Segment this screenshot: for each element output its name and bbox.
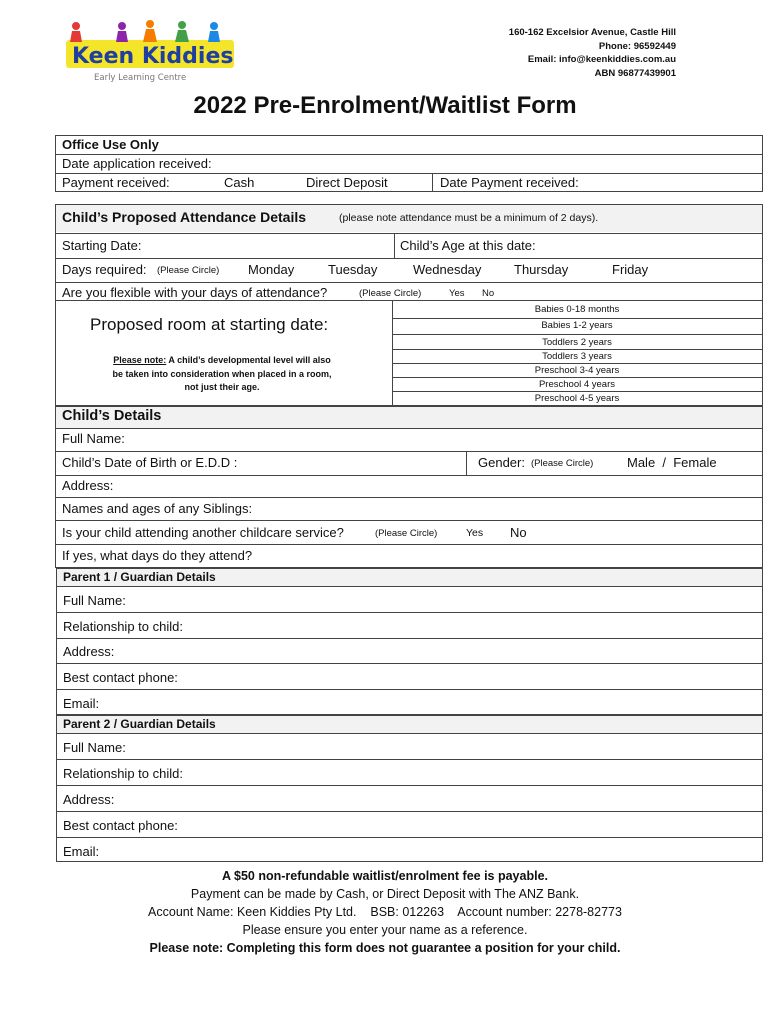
- parent2-heading: Parent 2 / Guardian Details: [63, 717, 216, 731]
- if-yes-days-label[interactable]: If yes, what days do they attend?: [62, 548, 253, 563]
- days-required-label: Days required:: [62, 262, 147, 277]
- room-note-line-3: not just their age.: [184, 382, 260, 392]
- flexible-days-label: Are you flexible with your days of attendance?: [62, 285, 328, 300]
- room-option-toddlers-2[interactable]: Toddlers 2 years: [542, 337, 612, 348]
- date-payment-received-label: Date Payment received:: [440, 175, 579, 190]
- attendance-heading: Child’s Proposed Attendance Details: [62, 209, 307, 225]
- room-note-line-2: be taken into consideration when placed in a room,: [112, 368, 332, 379]
- logo-brand-text: Keen Kiddies: [72, 44, 234, 69]
- other-childcare-please-circle: (Please Circle): [375, 528, 438, 539]
- child-dob-label[interactable]: Child’s Date of Birth or E.D.D :: [62, 455, 238, 470]
- flexible-please-circle: (Please Circle): [359, 288, 422, 299]
- form-title: 2022 Pre-Enrolment/Waitlist Form: [193, 92, 577, 119]
- date-application-received-label: Date application received:: [62, 156, 212, 171]
- flexible-yes[interactable]: Yes: [449, 288, 465, 299]
- parent2-box: [56, 715, 763, 862]
- other-childcare-no[interactable]: No: [510, 525, 527, 540]
- parent2-email-label[interactable]: Email:: [63, 844, 100, 859]
- room-note-label: Please note:: [113, 355, 167, 365]
- room-option-babies-0-18[interactable]: Babies 0-18 months: [534, 304, 620, 315]
- parent1-email-label[interactable]: Email:: [63, 696, 100, 711]
- payment-option-cash[interactable]: Cash: [224, 175, 255, 190]
- room-option-preschool-4[interactable]: Preschool 4 years: [538, 379, 616, 390]
- child-full-name-label[interactable]: Full Name:: [62, 431, 125, 446]
- parent1-box: [56, 568, 763, 715]
- parent2-relationship-label[interactable]: Relationship to child:: [63, 766, 183, 781]
- office-use-heading: Office Use Only: [62, 137, 159, 152]
- payment-received-label: Payment received:: [62, 175, 170, 190]
- day-thursday[interactable]: Thursday: [514, 262, 569, 277]
- reference-notice: Please ensure you enter your name as a reference.: [242, 923, 528, 937]
- room-heading: Proposed room at starting date:: [90, 315, 329, 334]
- contact-phone: Phone: 96592449: [598, 40, 676, 52]
- parent1-full-name-label[interactable]: Full Name:: [63, 593, 126, 608]
- parent1-heading: Parent 1 / Guardian Details: [63, 570, 216, 584]
- keen-kiddies-logo: [64, 18, 240, 84]
- payment-option-direct-deposit[interactable]: Direct Deposit: [306, 175, 388, 190]
- day-wednesday[interactable]: Wednesday: [413, 262, 482, 277]
- gender-label: Gender:: [478, 455, 525, 470]
- room-option-babies-1-2[interactable]: Babies 1-2 years: [541, 320, 613, 331]
- starting-date-label: Starting Date:: [62, 238, 142, 253]
- contact-block: [509, 26, 676, 80]
- other-childcare-label: Is your child attending another childcare service?: [62, 525, 344, 540]
- gender-please-circle: (Please Circle): [531, 458, 594, 469]
- room-option-toddlers-3[interactable]: Toddlers 3 years: [542, 351, 612, 362]
- day-friday[interactable]: Friday: [612, 262, 649, 277]
- contact-email: Email: info@keenkiddies.com.au: [527, 54, 676, 65]
- bank-account-details: Account Name: Keen Kiddies Pty Ltd. BSB: 012263 Account number: 2278-82773: [148, 905, 622, 919]
- parent2-phone-label[interactable]: Best contact phone:: [63, 818, 178, 833]
- parent1-relationship-label[interactable]: Relationship to child:: [63, 619, 183, 634]
- room-note: [62, 354, 382, 395]
- attendance-note: (please note attendance must be a minimum of 2 days).: [339, 212, 599, 224]
- fee-notice: A $50 non-refundable waitlist/enrolment fee is payable.: [221, 869, 548, 883]
- child-address-label[interactable]: Address:: [62, 478, 114, 493]
- gender-options[interactable]: Male / Female: [627, 455, 717, 470]
- age-at-date-label: Child’s Age at this date:: [400, 238, 536, 253]
- days-please-circle: (Please Circle): [157, 265, 220, 276]
- day-monday[interactable]: Monday: [248, 262, 295, 277]
- contact-abn: ABN 96877439901: [594, 67, 676, 79]
- child-details-heading: Child’s Details: [62, 408, 162, 424]
- room-option-preschool-4-5[interactable]: Preschool 4-5 years: [534, 393, 620, 404]
- room-option-preschool-3-4[interactable]: Preschool 3-4 years: [534, 365, 620, 376]
- parent2-full-name-label[interactable]: Full Name:: [63, 740, 126, 755]
- siblings-label[interactable]: Names and ages of any Siblings:: [62, 501, 253, 516]
- parent1-phone-label[interactable]: Best contact phone:: [63, 670, 178, 685]
- day-tuesday[interactable]: Tuesday: [328, 262, 378, 277]
- flexible-no[interactable]: No: [482, 288, 495, 299]
- parent1-address-label[interactable]: Address:: [63, 644, 115, 659]
- room-note-line-1: A child’s developmental level will also: [168, 355, 331, 365]
- payment-methods: Payment can be made by Cash, or Direct Deposit with The ANZ Bank.: [190, 887, 580, 901]
- logo-tagline: Early Learning Centre: [94, 73, 187, 83]
- parent2-address-label[interactable]: Address:: [63, 792, 115, 807]
- contact-address: 160-162 Excelsior Avenue, Castle Hill: [508, 27, 676, 38]
- other-childcare-yes[interactable]: Yes: [466, 527, 484, 539]
- no-guarantee-notice: Please note: Completing this form does not guarantee a position for your child.: [149, 941, 621, 955]
